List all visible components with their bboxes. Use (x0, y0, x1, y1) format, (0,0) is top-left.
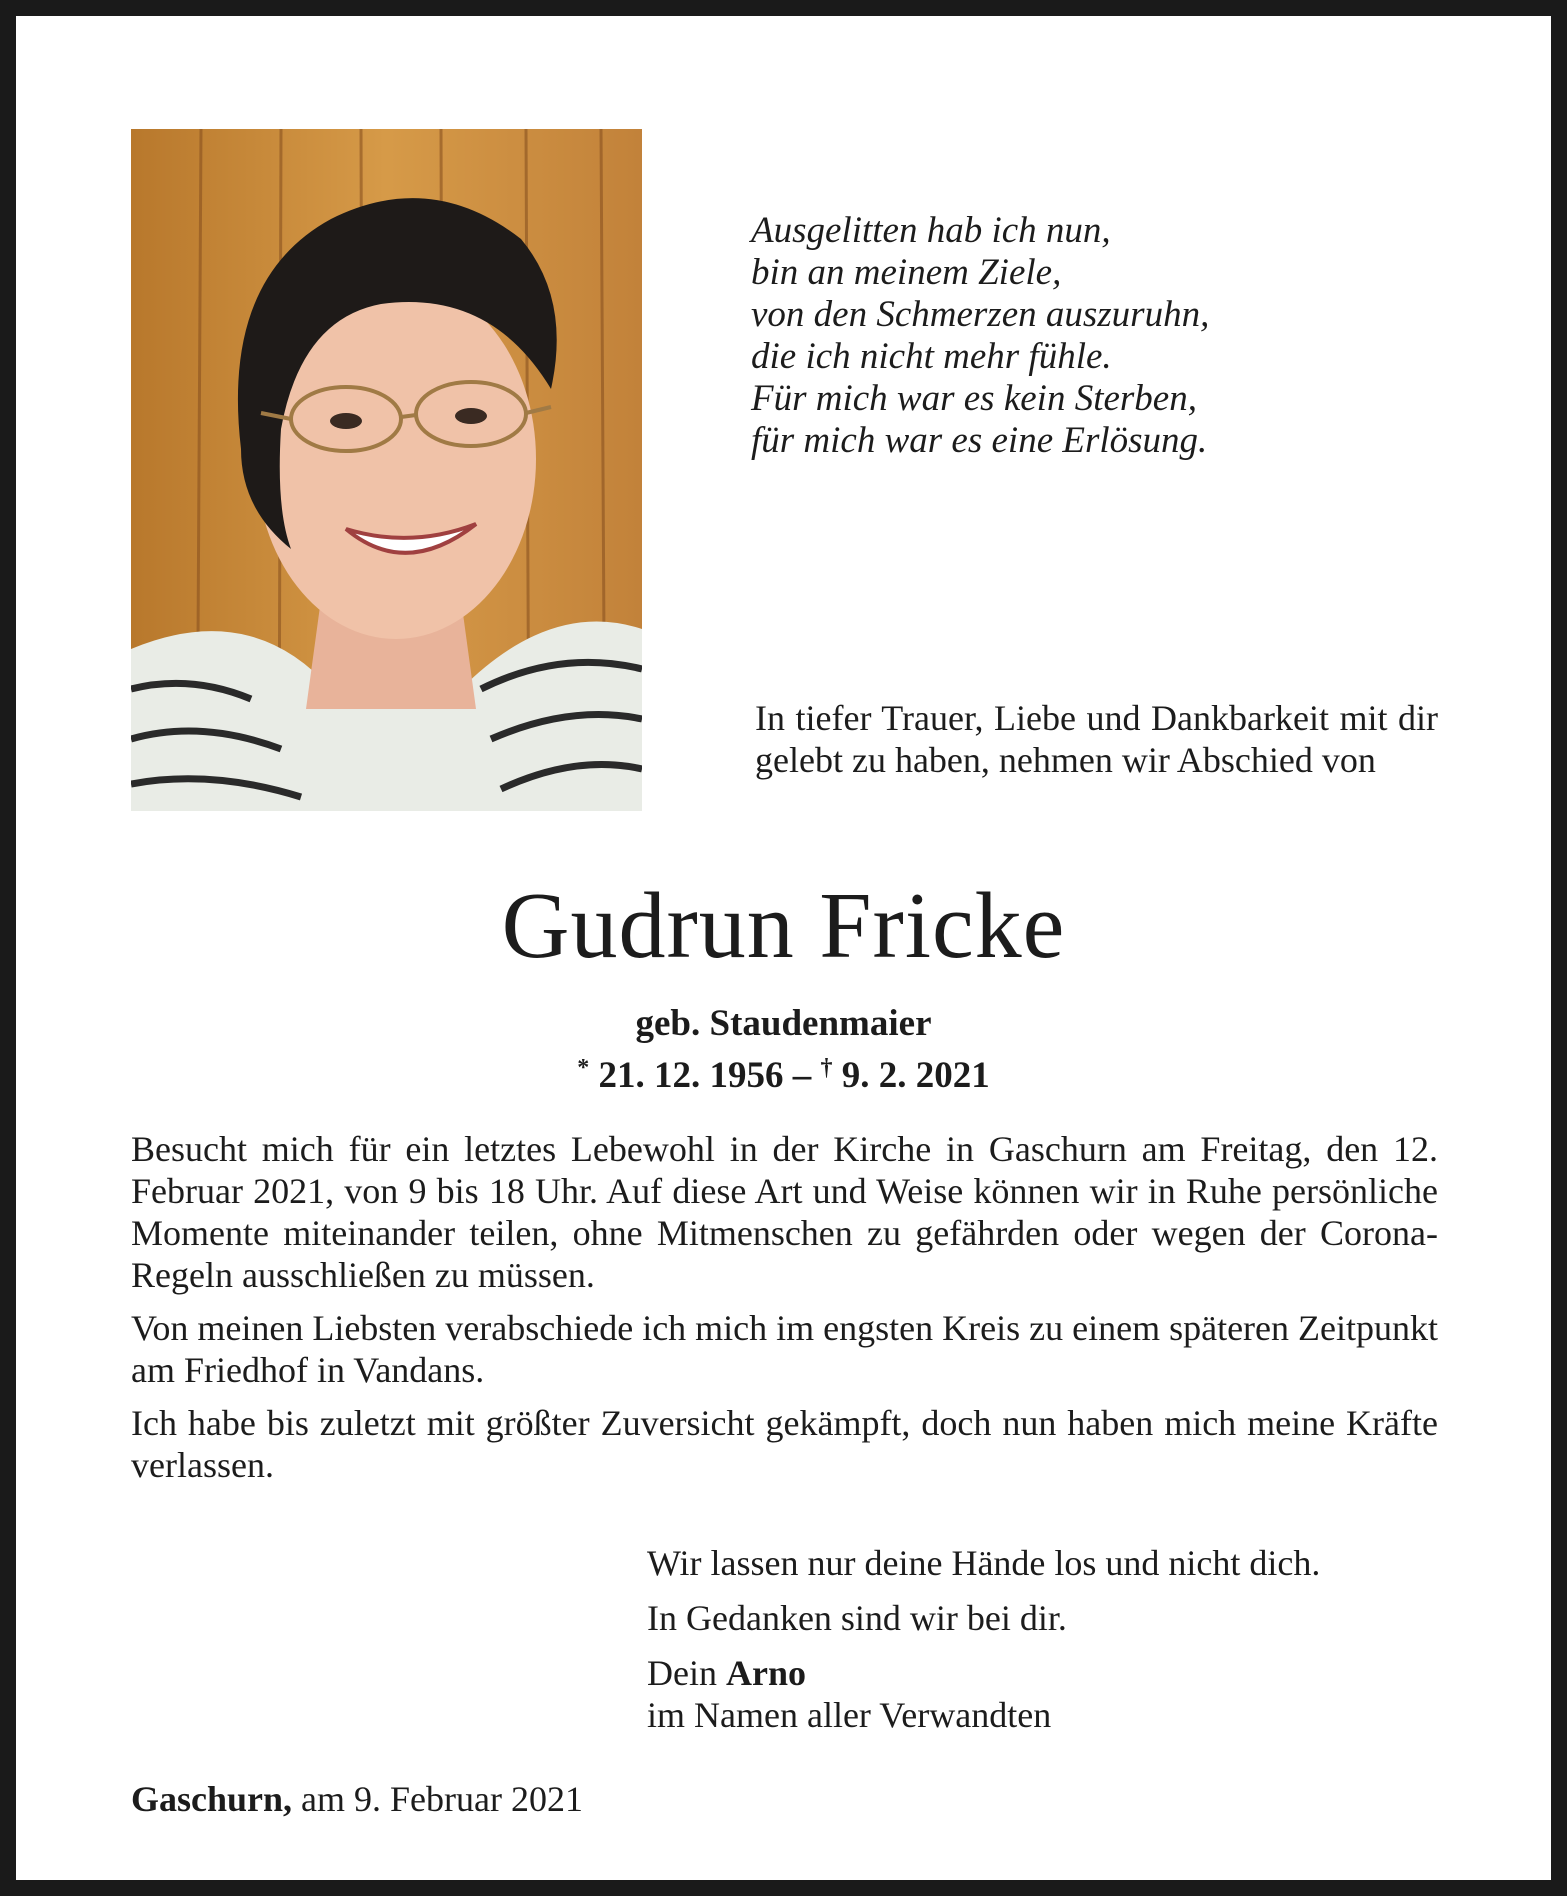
poem-line: die ich nicht mehr fühle. (751, 336, 1112, 377)
notice-body (131, 1128, 1438, 1497)
body-paragraph: Von meinen Liebsten verabschiede ich mich im engsten Kreis zu einem späteren Zeitpunkt am Friedhof in Vandans. (131, 1308, 1438, 1390)
poem-line: Ausgelitten hab ich nun, (751, 210, 1111, 251)
maiden-name: geb. Staudenmaier (635, 1003, 932, 1044)
deceased-name: Gudrun Fricke (501, 874, 1066, 978)
signature-suffix: im Namen aller Verwandten (647, 1695, 1052, 1735)
date-separator: – (792, 1055, 812, 1096)
birth-date: 21. 12. 1956 (598, 1055, 784, 1096)
notice-date: am 9. Februar 2021 (301, 1779, 583, 1819)
signature-line (647, 1652, 1447, 1694)
memorial-poem (751, 210, 1451, 462)
signature-prefix: Dein (647, 1653, 717, 1693)
body-paragraph: Besucht mich für ein letztes Lebewohl in der Kirche in Gaschurn am Freitag, den 12. Februar 2021, von 9 bis 18 Uhr. Auf diese Art und Weise können wir in Ruhe persönliche Momente miteinander teilen, ohne Mitmenschen zu gefährden oder wegen der Corona-Regeln ausschließen zu müssen. (131, 1129, 1438, 1295)
poem-line: bin an meinem Ziele, (751, 252, 1062, 293)
closing-block (647, 1542, 1447, 1749)
death-symbol: † (820, 1055, 833, 1081)
place-and-date (131, 1778, 583, 1820)
poem-line: Für mich war es kein Sterben, (751, 378, 1197, 419)
birth-symbol: * (577, 1055, 590, 1081)
place: Gaschurn, (131, 1779, 293, 1819)
intro-text: In tiefer Trauer, Liebe und Dankbarkeit mit dir gelebt zu haben, nehmen wir Abschied von (755, 698, 1438, 780)
body-paragraph: Ich habe bis zuletzt mit größter Zuversicht gekämpft, doch nun haben mich meine Kräfte verlassen. (131, 1403, 1438, 1485)
portrait-photo (131, 129, 642, 811)
signature (647, 1652, 1447, 1736)
life-dates (16, 1046, 1551, 1098)
portrait-image (131, 129, 642, 811)
death-date: 9. 2. 2021 (841, 1055, 990, 1096)
signature-name: Arno (725, 1653, 806, 1693)
poem-line: von den Schmerzen auszuruhn, (751, 294, 1210, 335)
poem-line: für mich war es eine Erlösung. (751, 420, 1208, 461)
closing-line: In Gedanken sind wir bei dir. (647, 1598, 1067, 1638)
closing-line: Wir lassen nur deine Hände los und nicht dich. (647, 1543, 1321, 1583)
